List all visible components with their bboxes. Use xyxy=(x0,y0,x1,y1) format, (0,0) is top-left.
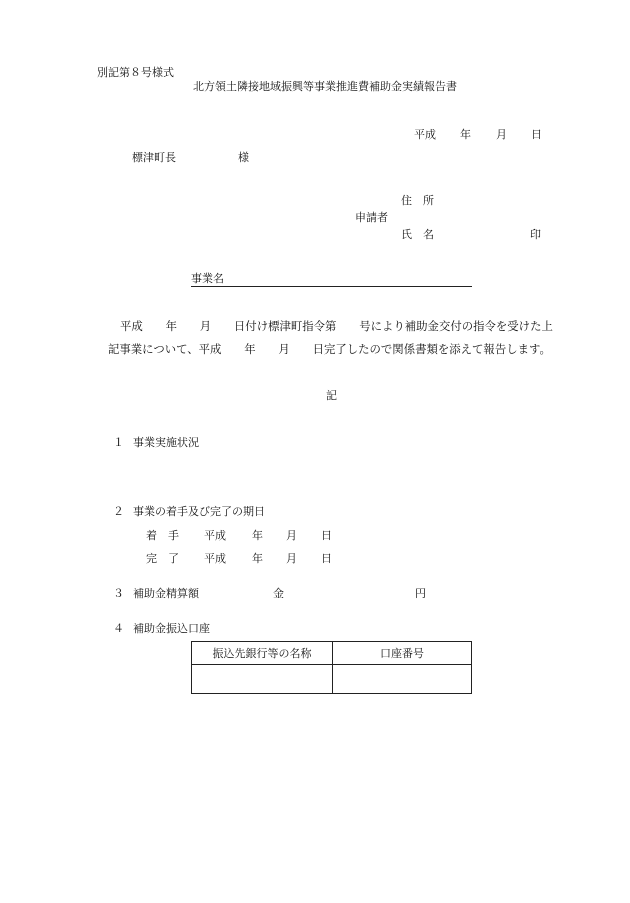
seal-mark: 印 xyxy=(530,228,541,241)
end-label: 完 了 xyxy=(146,552,179,565)
section-2-number: ２ xyxy=(113,505,124,518)
section-1-title: 事業実施状況 xyxy=(133,436,199,449)
date-day: 日 xyxy=(531,128,542,141)
end-month: 月 xyxy=(286,552,297,565)
bank-table-header xyxy=(192,642,472,665)
addressee-name: 標津町長 xyxy=(132,151,176,164)
form-number: 別記第８号様式 xyxy=(97,66,174,79)
start-month: 月 xyxy=(286,529,297,542)
end-era: 平成 xyxy=(204,552,226,565)
bank-name-cell[interactable] xyxy=(192,665,333,694)
yen-label: 円 xyxy=(415,587,426,600)
applicant-label: 申請者 xyxy=(355,211,388,224)
section-4-title: 補助金振込口座 xyxy=(133,622,210,635)
start-era: 平成 xyxy=(204,529,226,542)
applicant-name-label: 氏 名 xyxy=(401,228,434,241)
start-day: 日 xyxy=(321,529,332,542)
kin-label: 金 xyxy=(273,587,284,600)
applicant-address-label: 住 所 xyxy=(401,194,434,207)
section-3-number: ３ xyxy=(113,587,124,600)
start-year: 年 xyxy=(252,529,263,542)
document-title: 北方領土隣接地域振興等事業推進費補助金実績報告書 xyxy=(193,80,457,93)
date-era: 平成 xyxy=(414,128,436,141)
body-line-1: 平成 年 月 日付け標津町指令第 号により補助金交付の指令を受けた上 xyxy=(120,319,553,333)
date-year: 年 xyxy=(460,128,471,141)
account-number-header: 口座番号 xyxy=(333,642,472,665)
date-month: 月 xyxy=(496,128,507,141)
section-1-number: １ xyxy=(113,436,124,449)
section-3-title: 補助金精算額 xyxy=(133,587,199,600)
ki-heading: 記 xyxy=(326,389,337,402)
end-day: 日 xyxy=(321,552,332,565)
section-4-number: ４ xyxy=(113,622,124,635)
end-year: 年 xyxy=(252,552,263,565)
bank-account-table xyxy=(191,641,472,694)
body-line-2: 記事業について、平成 年 月 日完了したので関係書類を添えて報告します。 xyxy=(108,342,551,356)
section-2-title: 事業の着手及び完了の期日 xyxy=(133,505,265,518)
addressee-honorific: 様 xyxy=(238,151,249,164)
bank-name-header: 振込先銀行等の名称 xyxy=(192,642,333,665)
bank-table-row xyxy=(192,665,472,694)
account-number-cell[interactable] xyxy=(333,665,472,694)
project-name-underline xyxy=(191,286,472,287)
start-label: 着 手 xyxy=(146,529,179,542)
project-name-label: 事業名 xyxy=(191,272,224,285)
